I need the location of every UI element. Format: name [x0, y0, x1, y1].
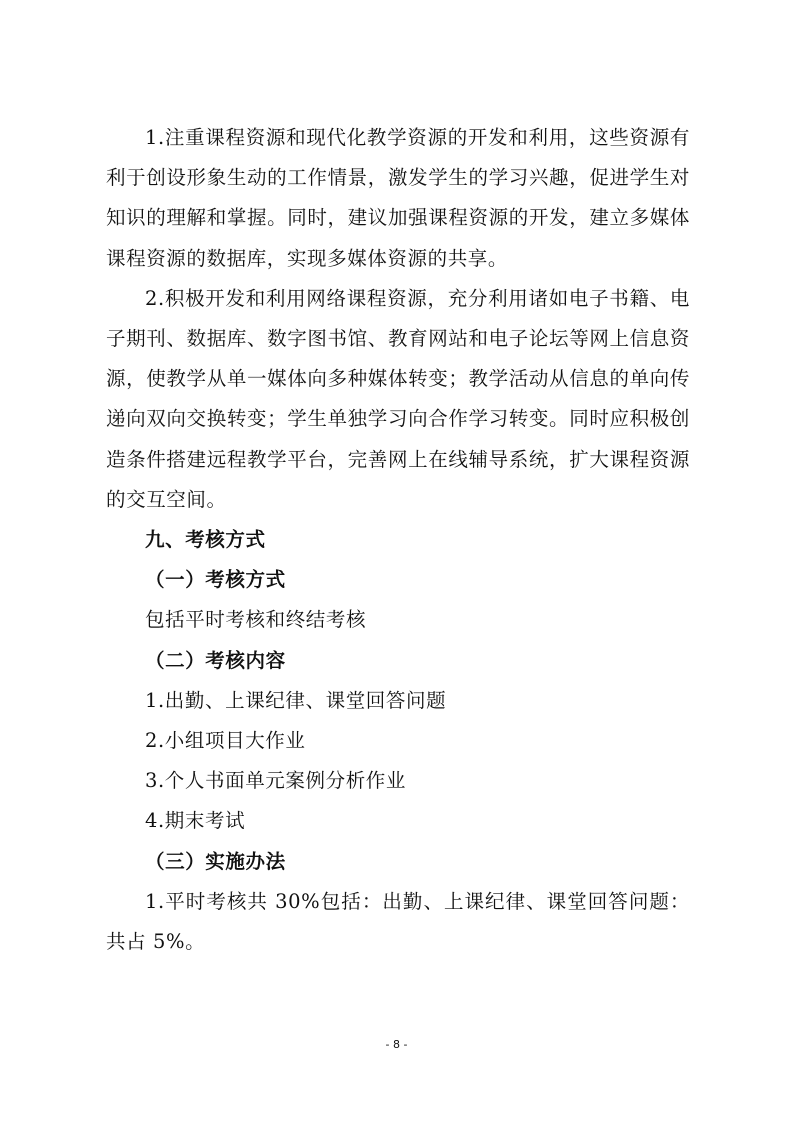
subsection-heading-implementation: （三）实施办法 — [145, 849, 286, 873]
paragraph-network-resources: 2.积极开发和利用网络课程资源，充分利用诸如电子书籍、电子期刊、数据库、数字图书馆、教育网站和电子论坛等网上信息资源，使教学从单一媒体向多种媒体转变；教学活动从信息的单向传递向双向交换转变；学生单独学习向合作学习转变。同时应积极创造条件搭建远程教学平台，完善网上在线辅导系统，扩大课程资源的交互空间。 — [106, 286, 690, 511]
section-heading-assessment: 九、考核方式 — [145, 528, 266, 552]
list-item: 3.个人书面单元案例分析作业 — [145, 769, 407, 793]
list-item: 4.期末考试 — [145, 809, 246, 833]
list-item: 2.小组项目大作业 — [145, 729, 306, 753]
document-body — [106, 118, 690, 962]
subsection-text-method: 包括平时考核和终结考核 — [145, 608, 367, 632]
subsection-heading-content: （二）考核内容 — [145, 648, 286, 672]
paragraph-course-resources: 1.注重课程资源和现代化教学资源的开发和利用，这些资源有利于创设形象生动的工作情景，激发学生的学习兴趣，促进学生对知识的理解和掌握。同时，建议加强课程资源的开发，建立多媒体课程资源的数据库，实现多媒体资源的共享。 — [106, 126, 690, 270]
paragraph-implementation: 1.平时考核共 30%包括：出勤、上课纪律、课堂回答问题：共占 5%。 — [106, 889, 690, 954]
subsection-heading-method: （一）考核方式 — [145, 568, 286, 592]
list-item: 1.出勤、上课纪律、课堂回答问题 — [145, 688, 447, 712]
page-number: - 8 - — [385, 1038, 408, 1051]
